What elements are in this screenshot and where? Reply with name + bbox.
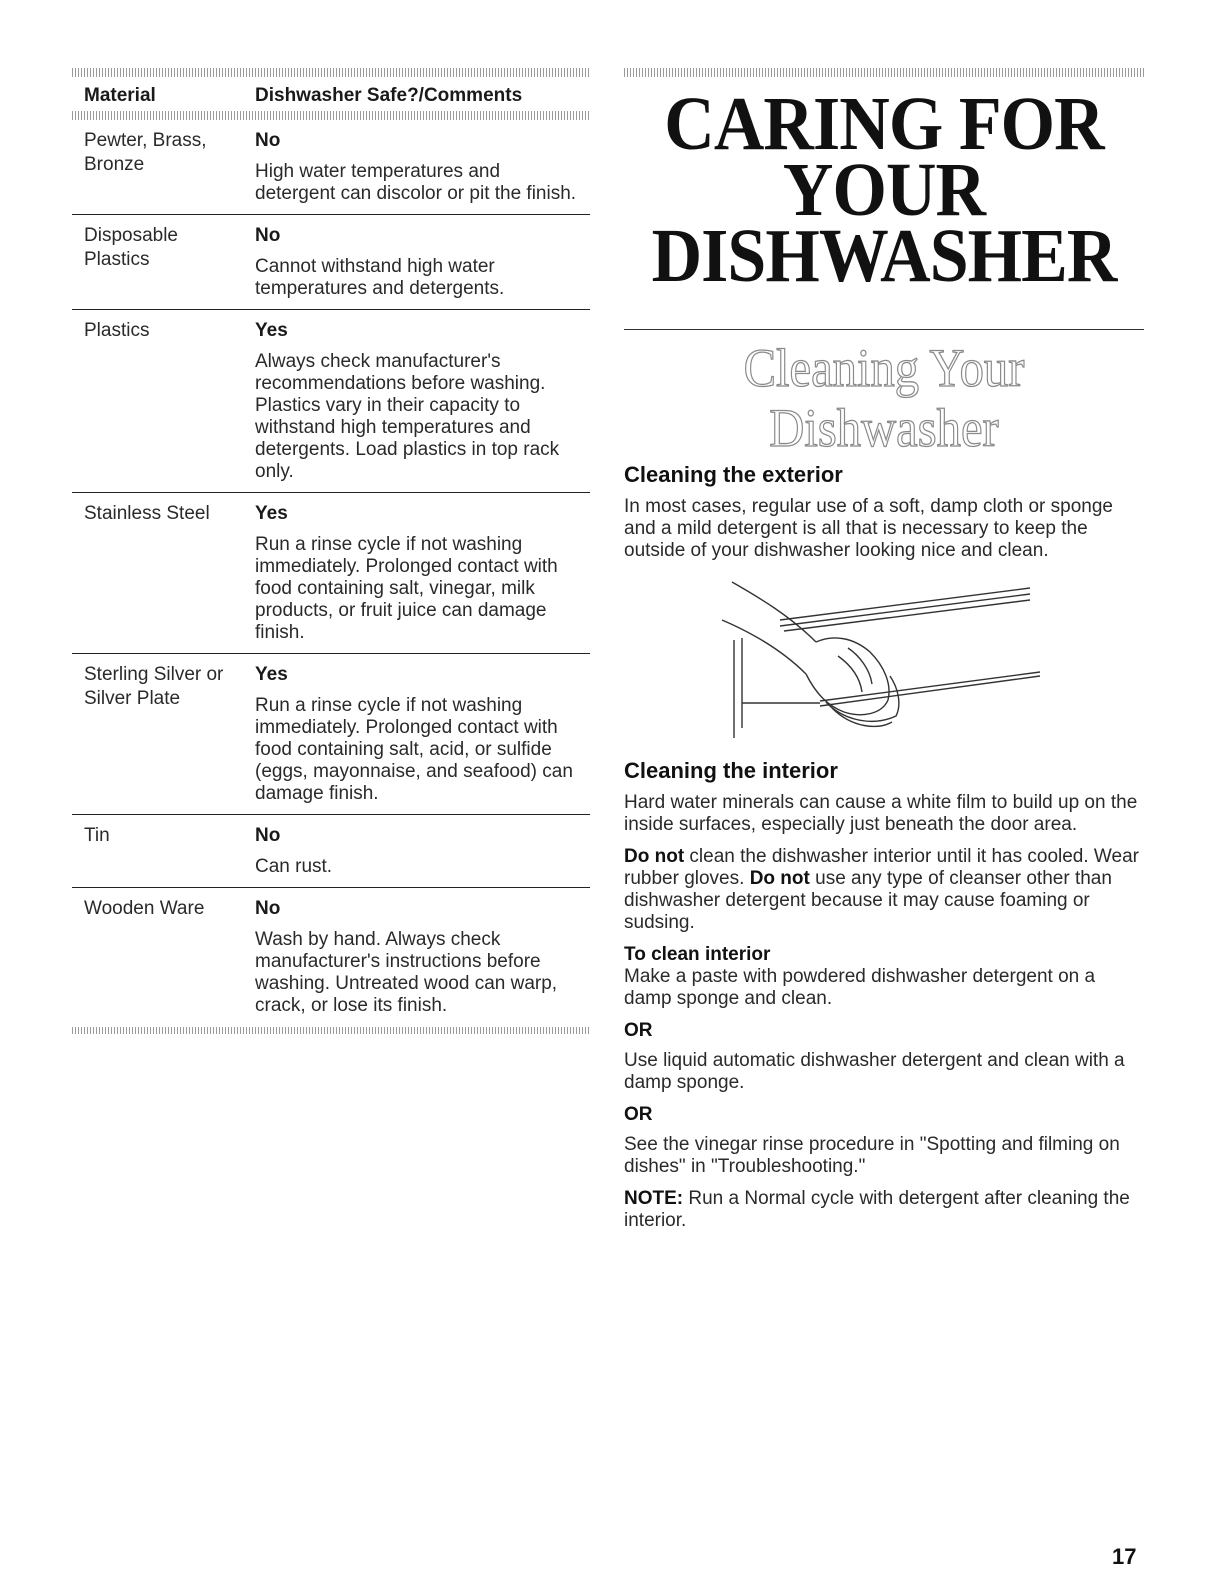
- safe-verdict: No: [255, 898, 281, 919]
- right-column: [624, 68, 1144, 1232]
- table-row: [72, 888, 590, 1021]
- table-row: [72, 815, 590, 888]
- table-row: [72, 120, 590, 215]
- title-top-rule: [624, 68, 1144, 77]
- step-3: See the vinegar rinse procedure in "Spotting and filming on dishes" in "Troubleshooting.": [624, 1134, 1120, 1177]
- comments-cell: [244, 897, 590, 1017]
- table-header-rule: [72, 111, 590, 120]
- table-row: [72, 215, 590, 310]
- table-row: [72, 310, 590, 493]
- interior-p2: [624, 846, 1144, 934]
- comment-text: Wash by hand. Always check manufacturer's instructions before washing. Untreated wood can warp, crack, or lose its finish.: [255, 929, 558, 1016]
- comment-text: High water temperatures and detergent can discolor or pit the finish.: [255, 161, 577, 204]
- comments-cell: [244, 224, 590, 300]
- header-comments: Dishwasher Safe?/Comments: [255, 85, 523, 106]
- exterior-body: In most cases, regular use of a soft, damp cloth or sponge and a mild detergent is all that is necessary to keep the outside of your dishwasher looking nice and clean.: [624, 496, 1113, 561]
- or-2: OR: [624, 1104, 653, 1125]
- do-not-2: Do not: [749, 868, 810, 889]
- table-top-rule: [72, 68, 590, 77]
- material-cell: Sterling Silver or Silver Plate: [84, 664, 224, 709]
- table-row: [72, 654, 590, 815]
- interior-p2-text2: use any type of cleanser other than dishwasher detergent because it may cause foaming or sudsing.: [624, 868, 1112, 933]
- comments-cell: [244, 824, 590, 878]
- note-label: NOTE:: [624, 1188, 684, 1209]
- material-cell: Wooden Ware: [84, 898, 205, 919]
- safe-verdict: No: [255, 130, 281, 151]
- material-cell: Stainless Steel: [84, 503, 210, 524]
- material-cell: Plastics: [84, 320, 150, 341]
- interior-p2-text1: clean the dishwasher interior until it has cooled. Wear rubber gloves.: [624, 846, 1139, 889]
- step-1: Make a paste with powdered dishwasher detergent on a damp sponge and clean.: [624, 966, 1096, 1009]
- comments-cell: [244, 319, 590, 483]
- safe-verdict: Yes: [255, 320, 288, 341]
- material-cell: Disposable Plastics: [84, 225, 178, 270]
- page-title-line2: DISHWASHER: [651, 214, 1117, 298]
- table-bottom-rule: [72, 1027, 590, 1034]
- comments-cell: [244, 502, 590, 644]
- safe-verdict: No: [255, 825, 281, 846]
- section-divider: [624, 329, 1144, 330]
- safe-verdict: Yes: [255, 503, 288, 524]
- or-1: OR: [624, 1020, 653, 1041]
- comment-text: Always check manufacturer's recommendations before washing. Plastics vary in their capacity to withstand high temperatures and detergents. Load plastics in top rack only.: [255, 351, 560, 482]
- step-2: Use liquid automatic dishwasher detergent and clean with a damp sponge.: [624, 1050, 1125, 1093]
- safe-verdict: No: [255, 225, 281, 246]
- comments-cell: [244, 129, 590, 205]
- material-cell: Pewter, Brass, Bronze: [84, 130, 207, 175]
- exterior-heading: Cleaning the exterior: [624, 462, 843, 487]
- section-title: Cleaning Your Dishwasher: [743, 338, 1025, 458]
- table-row: [72, 493, 590, 654]
- interior-heading: Cleaning the interior: [624, 758, 838, 783]
- to-clean-heading: To clean interior: [624, 944, 771, 965]
- comment-text: Can rust.: [255, 856, 333, 877]
- comments-cell: [244, 663, 590, 805]
- header-material: Material: [84, 85, 156, 106]
- page-title: [645, 82, 1123, 298]
- page-number: 17: [1112, 1544, 1137, 1569]
- interior-p1: Hard water minerals can cause a white film to build up on the inside surfaces, especially just beneath the door area.: [624, 792, 1138, 835]
- note-text: Run a Normal cycle with detergent after cleaning the interior.: [624, 1188, 1130, 1231]
- page-title-line1: CARING FOR YOUR: [664, 82, 1104, 232]
- note: [624, 1188, 1144, 1232]
- wiping-hand-illustration: [720, 578, 1050, 748]
- material-cell: Tin: [84, 825, 110, 846]
- table-body: [72, 120, 590, 1021]
- materials-table: [72, 68, 590, 1034]
- comment-text: Run a rinse cycle if not washing immediately. Prolonged contact with food containing salt, acid, or sulfide (eggs, mayonnaise, and seafood) can damage finish.: [255, 695, 573, 804]
- safe-verdict: Yes: [255, 664, 288, 685]
- table-header: [72, 77, 590, 109]
- comment-text: Cannot withstand high water temperatures and detergents.: [255, 256, 505, 299]
- comment-text: Run a rinse cycle if not washing immediately. Prolonged contact with food containing salt, vinegar, milk products, or fruit juice can damage finish.: [255, 534, 558, 643]
- do-not-1: Do not: [624, 846, 685, 867]
